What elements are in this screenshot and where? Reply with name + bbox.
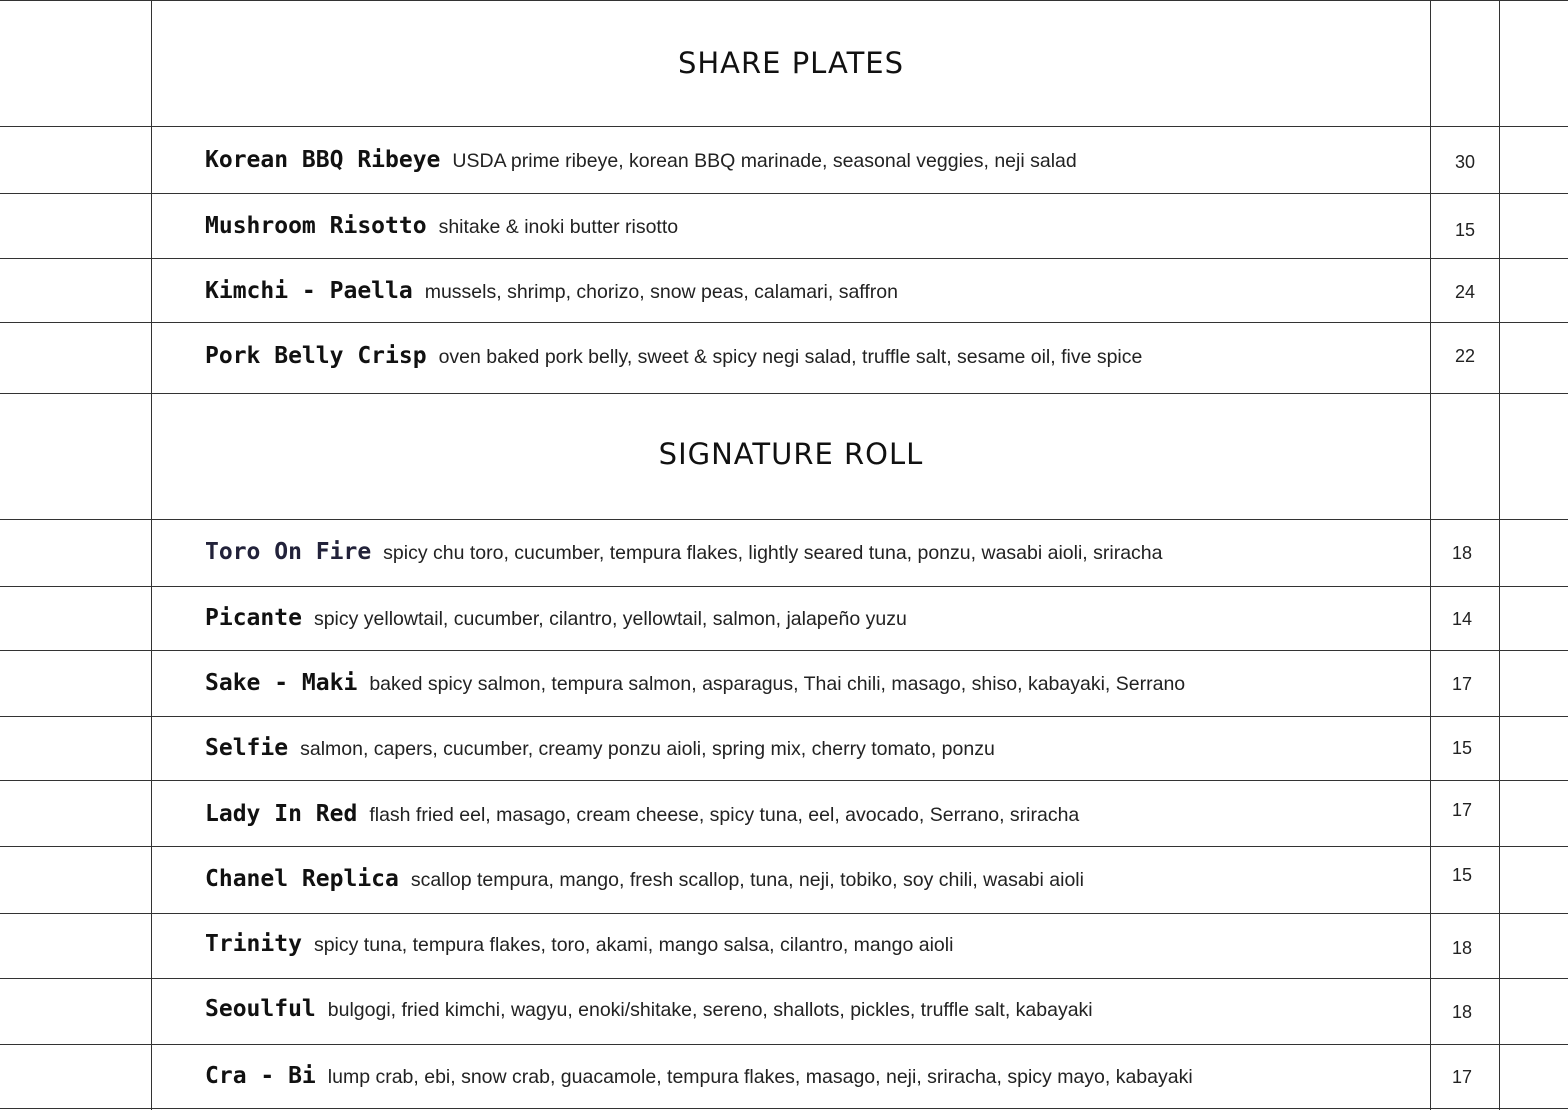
row-divider [0,586,1568,587]
row-divider [0,126,1568,127]
item-description: spicy yellowtail, cucumber, cilantro, yellowtail, salmon, jalapeño yuzu [313,608,907,630]
column-divider [1499,0,1500,1110]
column-divider [151,0,152,1110]
menu-item [205,343,1142,369]
item-name: Korean BBQ Ribeye [205,147,441,173]
table-border-top [0,0,1568,1]
section-title-signature-roll: SIGNATURE ROLL [658,437,924,471]
item-price: 18 [1451,543,1473,563]
menu-item [205,670,1185,696]
item-name: Cra - Bi [205,1063,316,1089]
row-divider [0,780,1568,781]
menu-item [205,996,1093,1022]
section-title-share-plates: SHARE PLATES [677,46,905,80]
menu-item [205,539,1162,565]
item-price: 18 [1451,938,1473,958]
menu-item [205,931,953,957]
item-name: Toro On Fire [205,539,372,565]
item-name: Picante [205,605,302,631]
item-name: Kimchi - Paella [205,278,413,304]
row-divider [0,978,1568,979]
row-divider [0,258,1568,259]
item-description: shitake & inoki butter risotto [438,216,679,238]
row-divider [0,913,1568,914]
item-price: 17 [1451,1067,1473,1087]
item-description: oven baked pork belly, sweet & spicy negi salad, truffle salt, sesame oil, five spice [438,346,1143,368]
item-description: spicy chu toro, cucumber, tempura flakes, lightly seared tuna, ponzu, wasabi aioli, sriracha [383,542,1163,564]
item-name: Lady In Red [205,801,358,827]
menu-item [205,1063,1193,1089]
item-price: 22 [1454,346,1476,366]
item-description: mussels, shrimp, chorizo, snow peas, calamari, saffron [424,281,898,303]
item-name: Chanel Replica [205,866,399,892]
item-price: 15 [1454,220,1476,240]
item-price: 17 [1451,800,1473,820]
menu-item [205,213,678,239]
item-description: flash fried eel, masago, cream cheese, spicy tuna, eel, avocado, Serrano, sriracha [369,804,1080,826]
row-divider [0,846,1568,847]
item-price: 30 [1454,152,1476,172]
item-price: 17 [1451,674,1473,694]
item-price: 18 [1451,1002,1473,1022]
item-name: Sake - Maki [205,670,358,696]
item-name: Selfie [205,735,289,761]
item-price: 15 [1451,738,1473,758]
menu-item [205,278,898,304]
item-description: lump crab, ebi, snow crab, guacamole, tempura flakes, masago, neji, sriracha, spicy mayo, kabayaki [327,1066,1193,1088]
menu-item [205,147,1077,173]
item-name: Seoulful [205,996,316,1022]
item-price: 15 [1451,865,1473,885]
row-divider [0,1044,1568,1045]
item-price: 14 [1451,609,1473,629]
row-divider [0,650,1568,651]
menu-item [205,735,995,761]
row-divider [0,193,1568,194]
item-description: bulgogi, fried kimchi, wagyu, enoki/shitake, sereno, shallots, pickles, truffle salt, kabayaki [327,999,1093,1021]
row-divider [0,716,1568,717]
table-border-bottom [0,1108,1568,1109]
item-description: baked spicy salmon, tempura salmon, asparagus, Thai chili, masago, shiso, kabayaki, Serrano [369,673,1186,695]
row-divider [0,393,1568,394]
item-name: Trinity [205,931,302,957]
row-divider [0,322,1568,323]
item-price: 24 [1454,282,1476,302]
row-divider [0,519,1568,520]
item-description: spicy tuna, tempura flakes, toro, akami, mango salsa, cilantro, mango aioli [313,934,954,956]
item-name: Mushroom Risotto [205,213,427,239]
item-description: USDA prime ribeye, korean BBQ marinade, seasonal veggies, neji salad [452,150,1077,172]
item-description: salmon, capers, cucumber, creamy ponzu aioli, spring mix, cherry tomato, ponzu [300,738,995,760]
menu-item [205,866,1084,892]
menu-item [205,801,1079,827]
item-name: Pork Belly Crisp [205,343,427,369]
menu-item [205,605,907,631]
item-description: scallop tempura, mango, fresh scallop, tuna, neji, tobiko, soy chili, wasabi aioli [410,869,1084,891]
